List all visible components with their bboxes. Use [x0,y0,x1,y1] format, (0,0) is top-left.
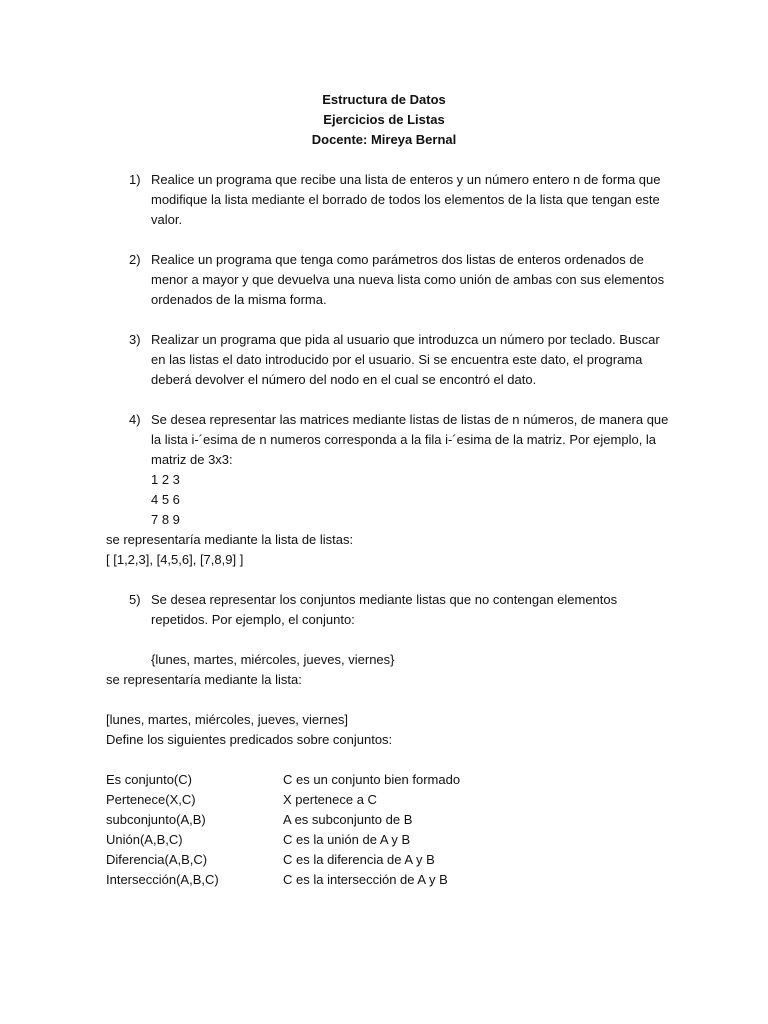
document-subtitle: Ejercicios de Listas [323,112,445,127]
exercise-3-line: Realizar un programa que pida al usuario que introduzca un número por teclado. Buscar [151,332,660,347]
matrix-row: 1 2 3 [151,472,180,487]
exercise-5-text: se representaría mediante la lista: [106,672,302,687]
exercise-5-set-example: {lunes, martes, miércoles, jueves, viernes} [151,652,395,667]
predicate-description: C es la diferencia de A y B [283,852,435,867]
exercise-1-line: modifique la lista mediante el borrado de todos los elementos de la lista que tengan este [151,192,660,207]
predicate-description: X pertenece a C [283,792,377,807]
matrix-row: 4 5 6 [151,492,180,507]
exercise-1-line: Realice un programa que recibe una lista de enteros y un número entero n de forma que [151,172,661,187]
exercise-1-number: 1) [129,172,141,187]
predicate-name: Pertenece(X,C) [106,792,196,807]
exercise-5-text: Define los siguientes predicados sobre conjuntos: [106,732,393,747]
predicate-name: subconjunto(A,B) [106,812,206,827]
predicate-description: C es la intersección de A y B [283,872,448,887]
predicate-description: C es un conjunto bien formado [283,772,461,787]
exercise-2-line: Realice un programa que tenga como parámetros dos listas de enteros ordenados de [151,252,644,267]
exercise-5-line: repetidos. Por ejemplo, el conjunto: [151,612,355,627]
predicate-name: Es conjunto(C) [106,772,192,787]
exercise-5-line: Se desea representar los conjuntos mediante listas que no contengan elementos [151,592,618,607]
exercise-3-number: 3) [129,332,141,347]
predicate-name: Diferencia(A,B,C) [106,852,208,867]
exercise-4-text: se representaría mediante la lista de listas: [106,532,354,547]
exercise-4-line: Se desea representar las matrices mediante listas de listas de n números, de manera que [151,412,669,427]
predicate-name: Unión(A,B,C) [106,832,183,847]
predicate-description: A es subconjunto de B [283,812,413,827]
exercise-3-line: en las listas el dato introducido por el usuario. Si se encuentra este dato, el programa [151,352,643,367]
exercise-5-list-example: [lunes, martes, miércoles, jueves, viernes] [106,712,349,727]
matrix-row: 7 8 9 [151,512,180,527]
document-title: Estructura de Datos [322,92,446,107]
exercise-5-number: 5) [129,592,141,607]
document-author: Docente: Mireya Bernal [311,132,457,147]
predicate-description: C es la unión de A y B [283,832,411,847]
exercise-4-list-example: [ [1,2,3], [4,5,6], [7,8,9] ] [106,552,244,567]
exercise-4-line: matriz de 3x3: [151,452,233,467]
exercise-2-line: menor a mayor y que devuelva una nueva lista como unión de ambas con sus elementos [151,272,665,287]
exercise-1-line: valor. [151,212,183,227]
exercise-4-line: la lista i-´esima de n numeros corresponda a la fila i-´esima de la matriz. Por ejemplo, la [151,432,657,447]
exercise-4-number: 4) [129,412,141,427]
exercise-2-number: 2) [129,252,141,267]
exercise-2-line: ordenados de la misma forma. [151,292,327,307]
predicate-name: Intersección(A,B,C) [106,872,219,887]
exercise-3-line: deberá devolver el número del nodo en el cual se encontró el dato. [151,372,537,387]
